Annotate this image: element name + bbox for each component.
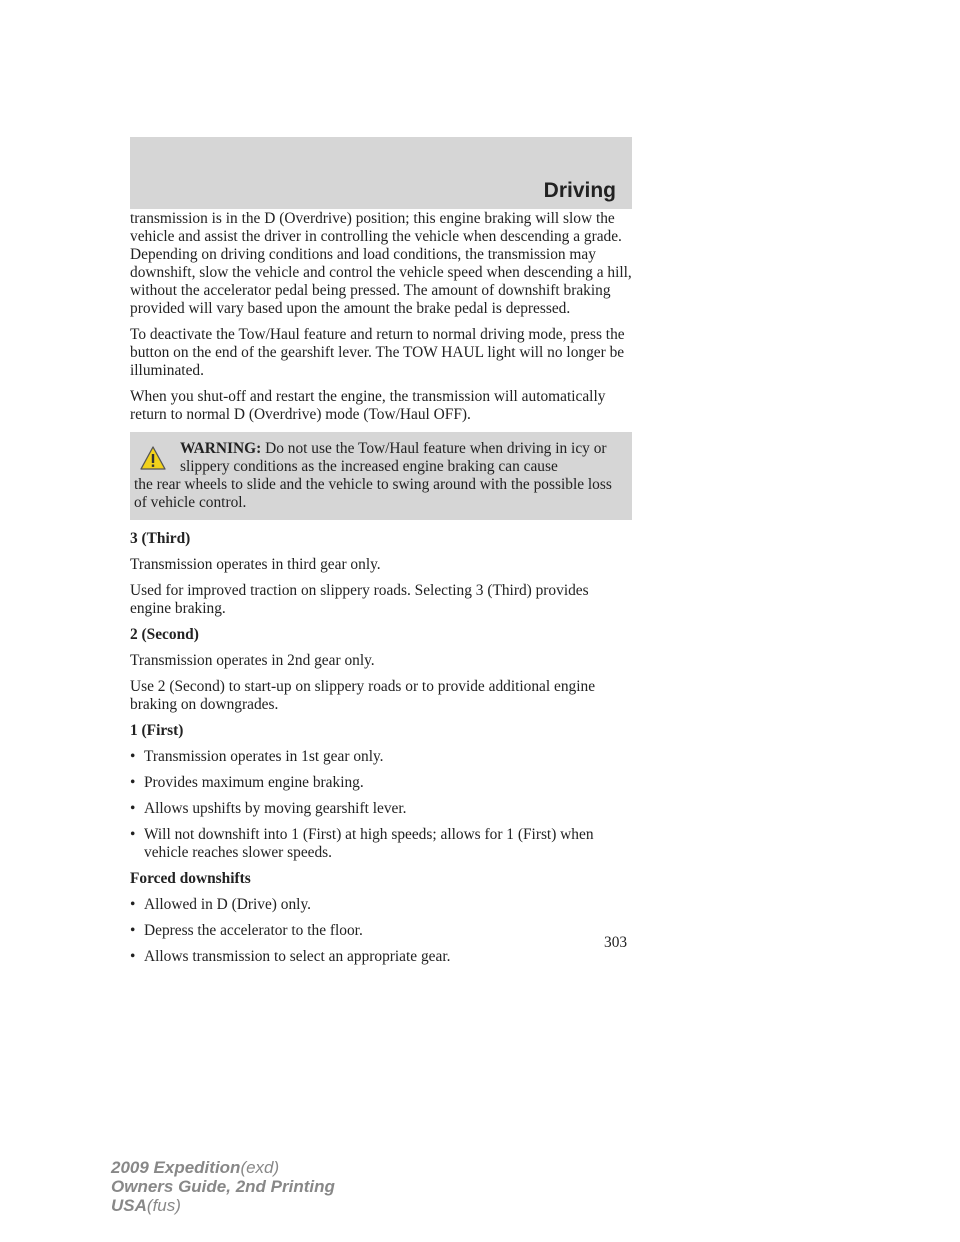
list-item: • Depress the accelerator to the floor. (130, 922, 632, 940)
list-item: • Allows transmission to select an appropriate gear. (130, 948, 632, 966)
heading-first: 1 (First) (130, 722, 184, 739)
list-item: • Allows upshifts by moving gearshift lever. (130, 800, 632, 818)
list-item: • Allowed in D (Drive) only. (130, 896, 632, 914)
footer-region: USA (111, 1196, 147, 1215)
paragraph: transmission is in the D (Overdrive) position; this engine braking will slow the vehicle and assist the driver in controlling the vehicle when descending a grade. Depending on driving conditions and load conditions, the transmission may downshift, slow the vehicle and control the vehicle speed when descending a hill, without the accelerator pedal being pressed. The amount of downshift braking provided will vary based upon the amount the brake pedal is depressed. (130, 210, 632, 317)
heading-forced-downshifts: Forced downshifts (130, 870, 251, 887)
list-item: • Provides maximum engine braking. (130, 774, 632, 792)
warning-text: Do not use the Tow/Haul feature when driving in icy or slippery conditions as the increased engine braking can cause (180, 440, 607, 475)
list-item: • Transmission operates in 1st gear only. (130, 748, 632, 766)
document-footer (111, 1158, 335, 1215)
heading-third: 3 (Third) (130, 530, 191, 547)
page-content (130, 210, 632, 974)
heading-second: 2 (Second) (130, 626, 199, 643)
paragraph: Used for improved traction on slippery roads. Selecting 3 (Third) provides engine braking. (130, 582, 589, 617)
warning-box (130, 432, 632, 520)
warning-label: WARNING: (180, 440, 262, 457)
paragraph: When you shut-off and restart the engine, the transmission will automatically return to normal D (Overdrive) mode (Tow/Haul OFF). (130, 388, 606, 423)
paragraph: Transmission operates in third gear only. (130, 556, 381, 573)
footer-region-code: (fus) (146, 1196, 181, 1215)
paragraph: To deactivate the Tow/Haul feature and return to normal driving mode, press the button on the end of the gearshift lever. The TOW HAUL light will no longer be illuminated. (130, 326, 625, 379)
page-number: 303 (604, 934, 628, 951)
footer-model-code: (exd) (240, 1158, 280, 1177)
list-item: • Will not downshift into 1 (First) at high speeds; allows for 1 (First) when vehicle reaches slower speeds. (130, 826, 632, 862)
warning-text-continued: the rear wheels to slide and the vehicle to swing around with the possible loss of vehicle control. (134, 476, 612, 511)
section-header-band (130, 137, 632, 209)
paragraph: Use 2 (Second) to start-up on slippery roads or to provide additional engine braking on downgrades. (130, 678, 596, 713)
paragraph: Transmission operates in 2nd gear only. (130, 652, 375, 669)
section-title: Driving (543, 179, 616, 202)
warning-triangle-icon (134, 440, 180, 476)
footer-guide: Owners Guide, 2nd Printing (111, 1177, 335, 1196)
first-gear-list (130, 748, 632, 862)
footer-model: 2009 Expedition (111, 1158, 241, 1177)
forced-downshifts-list (130, 896, 632, 966)
